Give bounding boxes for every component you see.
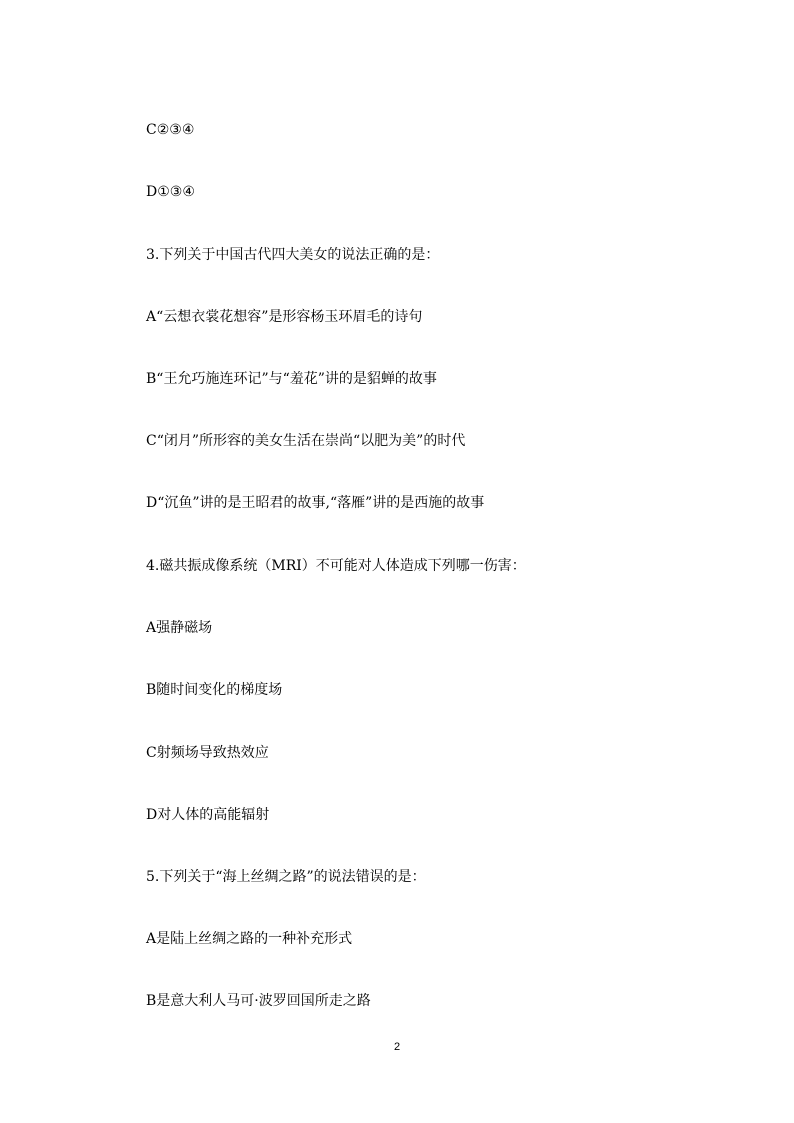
question-4-stem: 4.磁共振成像系统（MRI）不可能对人体造成下列哪一伤害： [146, 558, 526, 574]
option-d-previous-question: D①③④ [146, 184, 195, 200]
question-4-option-c: C射频场导致热效应 [146, 745, 269, 761]
question-3-option-c: C“闭月”所形容的美女生活在崇尚“以肥为美”的时代 [146, 433, 466, 449]
question-3-option-b: B“王允巧施连环记”与“羞花”讲的是貂蝉的故事 [146, 371, 437, 387]
question-4-option-b: B随时间变化的梯度场 [146, 682, 283, 698]
question-4-option-d: D对人体的高能辐射 [146, 807, 270, 823]
question-5-option-b: B是意大利人马可·波罗回国所走之路 [146, 993, 371, 1009]
page-number: 2 [393, 1041, 401, 1053]
question-5-stem: 5.下列关于“海上丝绸之路”的说法错误的是： [146, 869, 426, 885]
question-5-option-a: A是陆上丝绸之路的一种补充形式 [146, 931, 353, 947]
question-4-option-a: A强静磁场 [146, 620, 213, 636]
question-3-stem: 3.下列关于中国古代四大美女的说法正确的是： [146, 247, 440, 263]
question-3-option-a: A“云想衣裳花想容”是形容杨玉环眉毛的诗句 [146, 309, 423, 325]
question-3-option-d: D“沉鱼”讲的是王昭君的故事,“落雁”讲的是西施的故事 [146, 495, 485, 511]
option-c-previous-question: C②③④ [146, 122, 195, 138]
